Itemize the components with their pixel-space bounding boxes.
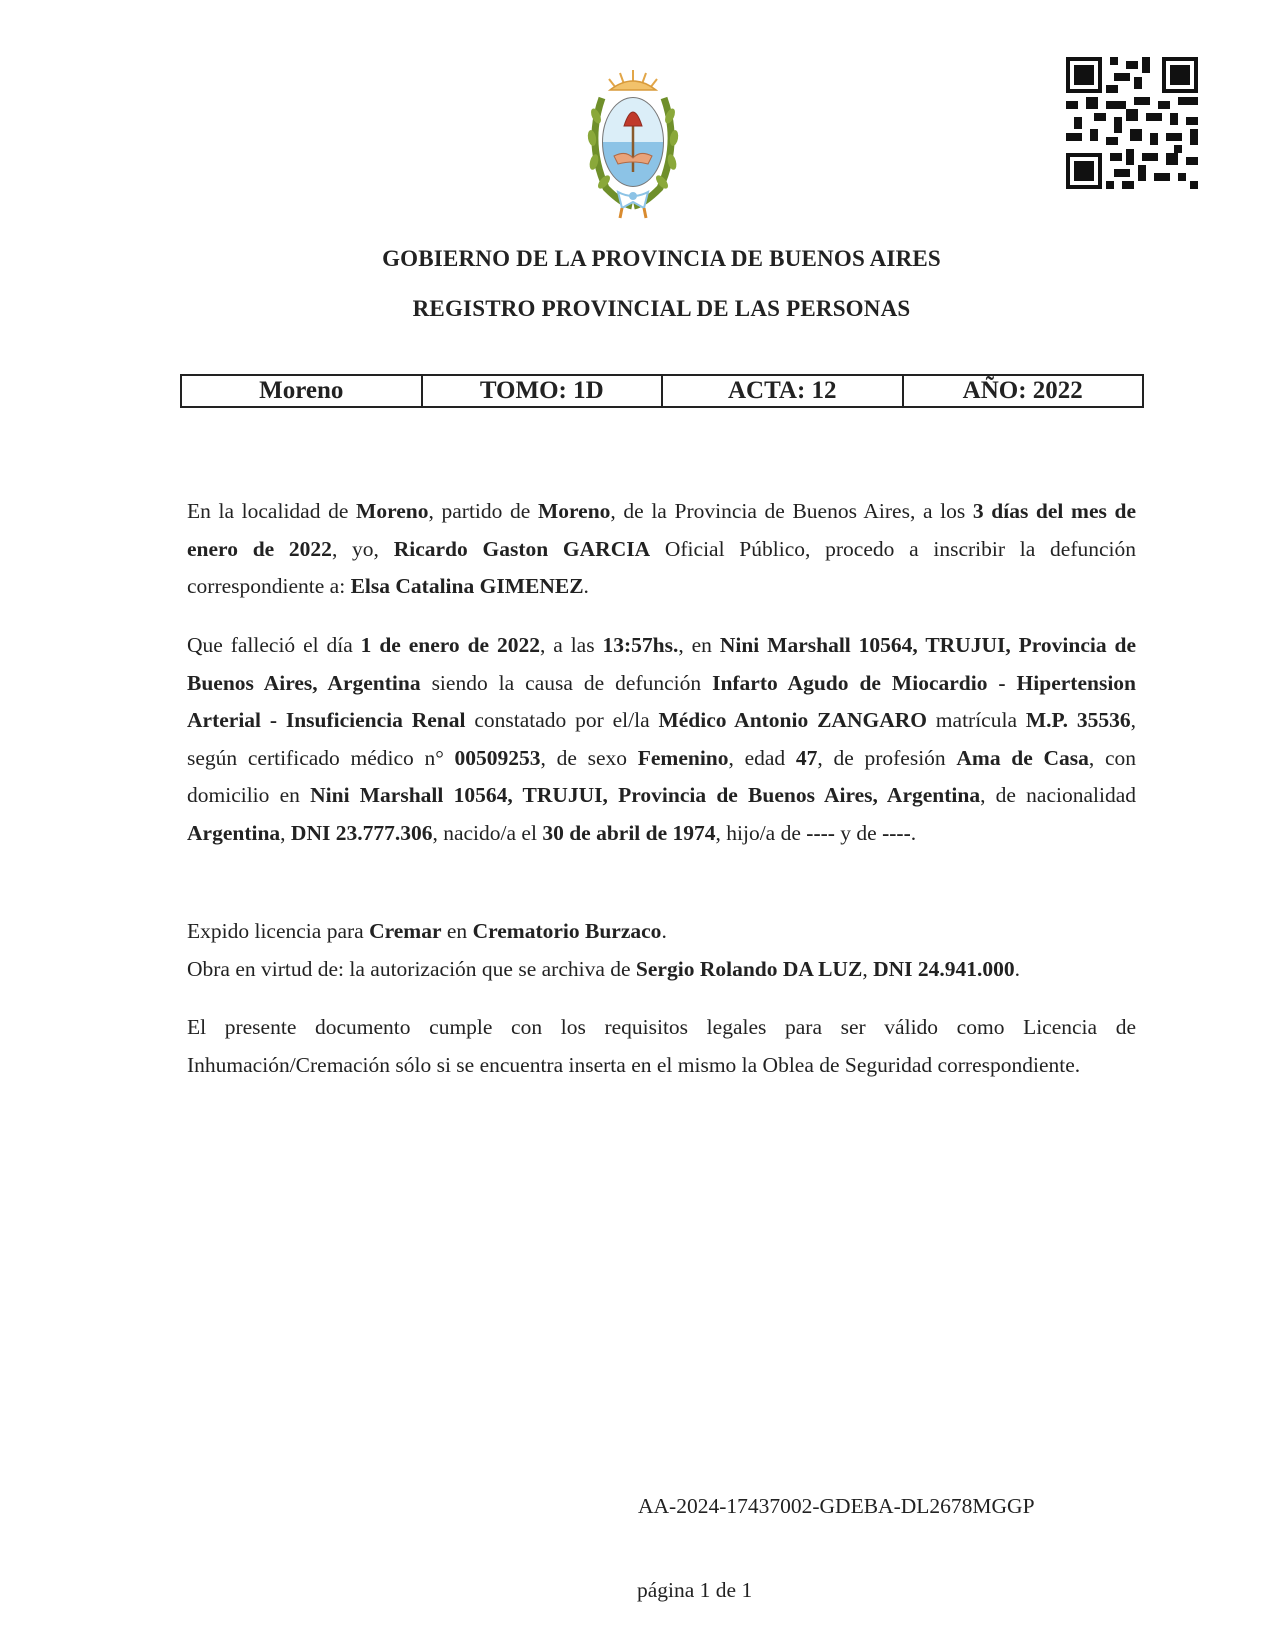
text-fragment: . bbox=[583, 574, 589, 598]
inscription-date: 3 días del mes de enero de 2022 bbox=[187, 499, 1136, 561]
death-details-paragraph bbox=[187, 627, 1136, 852]
registry-row bbox=[181, 375, 1143, 407]
text-fragment: , yo, bbox=[331, 536, 394, 561]
profession: Ama de Casa bbox=[956, 745, 1089, 770]
doctor-name: Médico Antonio ZANGARO bbox=[658, 708, 927, 732]
certificate-number: 00509253 bbox=[454, 745, 541, 770]
inscription-paragraph bbox=[187, 493, 1136, 606]
age: 47 bbox=[795, 745, 818, 770]
text-fragment: , de sexo bbox=[540, 745, 638, 770]
text-fragment: y de bbox=[834, 820, 883, 845]
text-fragment: en bbox=[441, 919, 473, 943]
sex: Femenino bbox=[637, 745, 729, 770]
text-fragment: constatado por el/la bbox=[465, 708, 659, 732]
text-fragment: , hijo/a de bbox=[715, 820, 807, 845]
text-fragment: , de profesión bbox=[817, 745, 957, 770]
coat-of-arms-icon bbox=[582, 68, 684, 220]
text-fragment: , edad bbox=[728, 745, 796, 770]
text-fragment: . bbox=[1014, 956, 1020, 981]
text-fragment: Expido licencia para bbox=[187, 919, 370, 943]
text-fragment: , con domicilio en bbox=[187, 745, 1137, 807]
text-fragment: Obra en virtud de: la autorización que se archiva de bbox=[187, 956, 636, 981]
registry-table bbox=[180, 374, 1144, 408]
dni: DNI 23.777.306 bbox=[290, 820, 433, 845]
text-fragment: En la localidad de bbox=[187, 499, 357, 523]
text-fragment: , bbox=[862, 956, 874, 981]
text-fragment: , bbox=[280, 820, 291, 845]
crematorium: Crematorio Burzaco bbox=[472, 919, 662, 943]
father-name: ---- bbox=[806, 820, 835, 845]
mother-name: ---- bbox=[882, 820, 911, 845]
death-place: Nini Marshall 10564, TRUJUI, Provincia de Buenos Aires, Argentina bbox=[187, 633, 1137, 695]
document-subtitle: REGISTRO PROVINCIAL DE LAS PERSONAS bbox=[412, 296, 911, 321]
document-title: GOBIERNO DE LA PROVINCIA DE BUENOS AIRES bbox=[382, 246, 941, 271]
license-line bbox=[187, 913, 1136, 951]
authorization-line bbox=[187, 951, 1136, 989]
birth-date: 30 de abril de 1974 bbox=[542, 820, 716, 845]
nationality: Argentina bbox=[187, 820, 281, 845]
license-action: Cremar bbox=[369, 919, 442, 943]
validity-notice: El presente documento cumple con los requisitos legales para ser válido como Licencia de Inhumación/Cremación sólo si se encuentra inserta en el mismo la Oblea de Seguridad correspondiente. bbox=[187, 1015, 1136, 1077]
text-fragment: , en bbox=[678, 633, 720, 657]
qr-code-icon bbox=[1066, 57, 1198, 189]
text-fragment: Oficial Público, procedo a inscribir la defunción correspondiente a: bbox=[187, 536, 1137, 598]
locality: Moreno bbox=[356, 499, 429, 523]
registry-acta: ACTA: 12 bbox=[662, 375, 903, 407]
deceased-name: Elsa Catalina GIMENEZ bbox=[350, 574, 584, 598]
registry-tomo: TOMO: 1D bbox=[422, 375, 663, 407]
death-time: 13:57hs. bbox=[602, 633, 679, 657]
officer-name: Ricardo Gaston GARCIA bbox=[393, 536, 651, 561]
cause-of-death: Infarto Agudo de Miocardio - Hipertension Arterial - Insuficiencia Renal bbox=[187, 670, 1137, 732]
document-code: AA-2024-17437002-GDEBA-DL2678MGGP bbox=[638, 1494, 1035, 1518]
text-fragment: . bbox=[910, 820, 917, 845]
text-fragment: , partido de bbox=[428, 499, 538, 523]
registry-anio: AÑO: 2022 bbox=[903, 375, 1144, 407]
district: Moreno bbox=[537, 499, 611, 523]
registry-locality: Moreno bbox=[181, 375, 422, 407]
authorizer-dni: DNI 24.941.000 bbox=[873, 956, 1015, 981]
text-fragment: Que falleció el día bbox=[187, 633, 361, 657]
text-fragment: matrícula bbox=[926, 708, 1026, 732]
text-fragment: , a las bbox=[539, 633, 603, 657]
text-fragment: , nacido/a el bbox=[432, 820, 543, 845]
authorizer-name: Sergio Rolando DA LUZ bbox=[635, 956, 863, 981]
text-fragment: . bbox=[661, 919, 667, 943]
text-fragment: , según certificado médico n° bbox=[187, 708, 1136, 770]
home-address: Nini Marshall 10564, TRUJUI, Provincia de Buenos Aires, Argentina bbox=[310, 783, 981, 807]
license-paragraph bbox=[187, 913, 1136, 988]
text-fragment: siendo la causa de defunción bbox=[420, 670, 713, 695]
page-number: página 1 de 1 bbox=[637, 1578, 753, 1602]
death-date: 1 de enero de 2022 bbox=[360, 633, 540, 657]
doctor-license: M.P. 35536 bbox=[1025, 708, 1131, 732]
text-fragment: , de la Provincia de Buenos Aires, a los bbox=[610, 499, 973, 523]
text-fragment: , de nacionalidad bbox=[980, 783, 1137, 807]
